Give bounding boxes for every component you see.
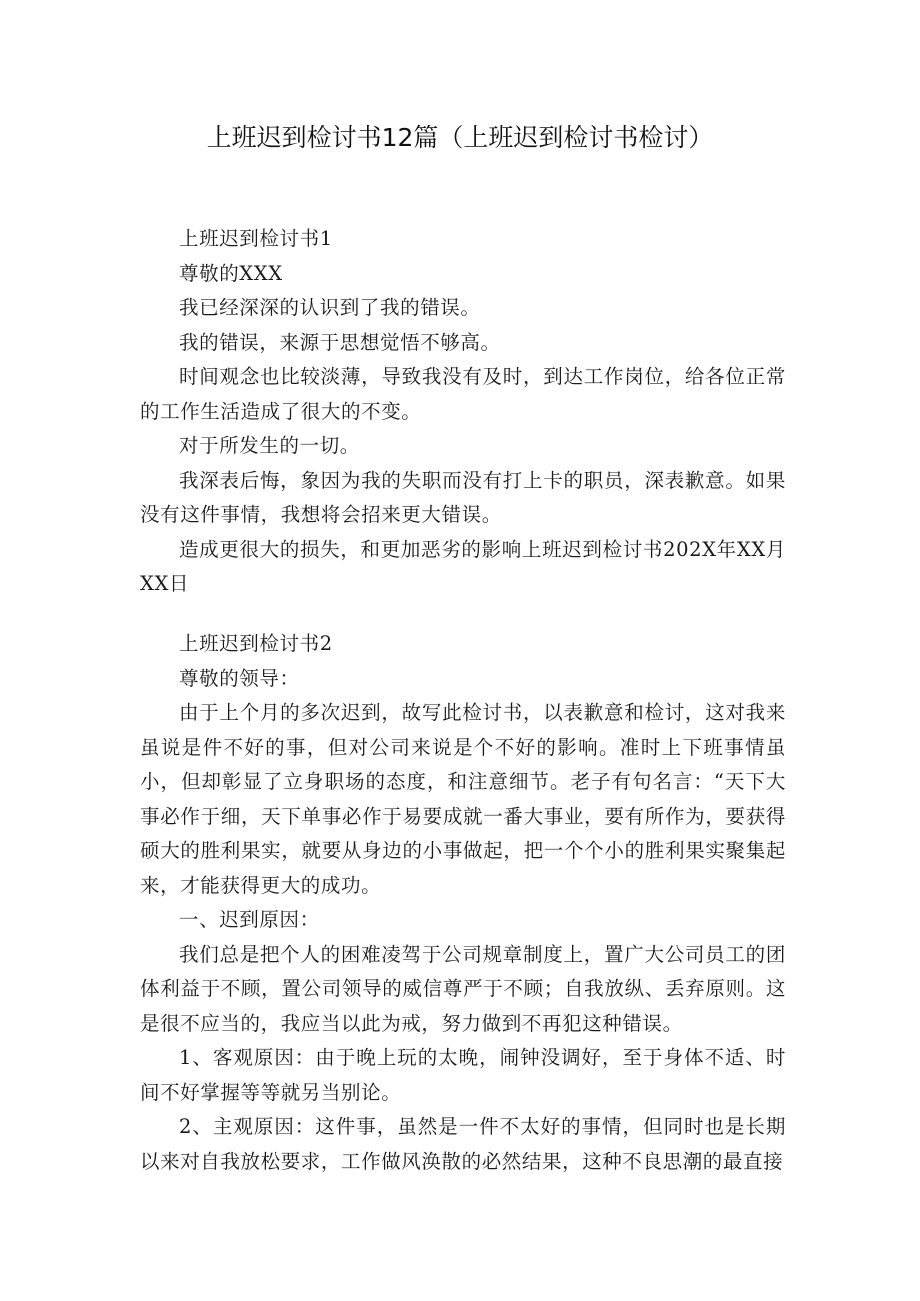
section-heading: 上班迟到检讨书1 xyxy=(179,227,333,250)
paragraph: 造成更很大的损失，和更加恶劣的影响上班迟到检讨书202X年XX月XX日 xyxy=(140,537,786,595)
section-heading: 上班迟到检讨书2 xyxy=(179,632,333,655)
paragraph: 一、迟到原因： xyxy=(179,908,320,931)
section-2 xyxy=(140,627,786,1179)
paragraph: 我们总是把个人的困难凌驾于公司规章制度上，置广大公司员工的团体利益于不顾，置公司领导的威信尊严于不顾；自我放纵、丢弃原则。这是很不应当的，我应当以此为戒，努力做到不再犯这种错误。 xyxy=(140,942,786,1035)
paragraph: 尊敬的XXX xyxy=(179,261,283,285)
paragraph: 2、主观原因：这件事，虽然是一件不太好的事情，但同时也是长期以来对自我放松要求，工作做风涣散的必然结果，这种不良思潮的最直接 xyxy=(140,1115,786,1173)
paragraph: 1、客观原因：由于晚上玩的太晚，闹钟没调好，至于身体不适、时间不好掌握等等就另当别论。 xyxy=(140,1046,786,1104)
document-title: 上班迟到检讨书12篇（上班迟到检讨书检讨） xyxy=(206,123,714,152)
paragraph: 我的错误，来源于思想觉悟不够高。 xyxy=(179,330,501,354)
section-1 xyxy=(140,222,786,602)
paragraph: 我已经深深的认识到了我的错误。 xyxy=(179,296,481,319)
paragraph: 对于所发生的一切。 xyxy=(179,434,360,457)
paragraph: 尊敬的领导： xyxy=(179,666,300,690)
paragraph: 由于上个月的多次迟到，故写此检讨书，以表歉意和检讨，这对我来虽说是件不好的事，但对公司来说是个不好的影响。准时上下班事情虽小，但却彰显了立身职场的态度，和注意细节。老子有句名言：“天下大事必作于细，天下单事必作于易要成就一番大事业，要有所作为，要获得硕大的胜利果实，就要从身边的小事做起，把一个个小的胜利果实聚集起来，才能获得更大的成功。 xyxy=(140,701,786,897)
paragraph: 时间观念也比较淡薄，导致我没有及时，到达工作岗位，给各位正常的工作生活造成了很大的不变。 xyxy=(140,365,786,423)
paragraph: 我深表后悔，象因为我的失职而没有打上卡的职员，深表歉意。如果没有这件事情，我想将会招来更大错误。 xyxy=(140,468,786,526)
